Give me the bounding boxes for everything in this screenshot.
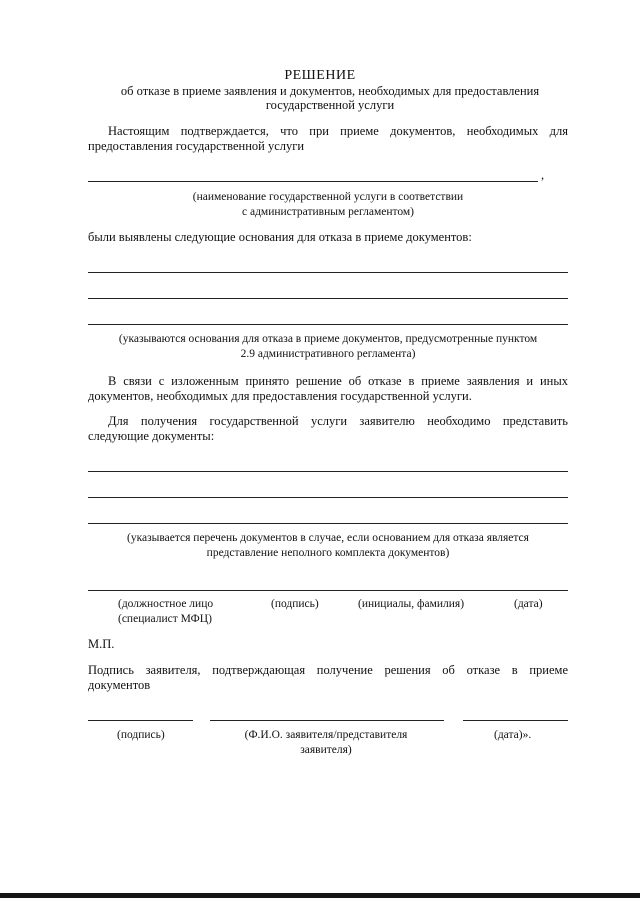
applicant-signature-caption: (подпись) bbox=[117, 729, 165, 741]
grounds-field-3[interactable] bbox=[88, 324, 568, 325]
applicant-name-caption-line-2: заявителя) bbox=[300, 744, 352, 756]
confirmation-paragraph-line-1: Настоящим подтверждается, что при приеме документов, необходимых для bbox=[108, 124, 568, 138]
applicant-date-field[interactable] bbox=[463, 720, 568, 721]
document-subtitle-line-2: государственной услуги bbox=[265, 98, 395, 112]
official-signature-caption: (подпись) bbox=[271, 598, 319, 610]
comma: , bbox=[541, 168, 545, 182]
grounds-hint-line-2: 2.9 административного регламента) bbox=[240, 348, 416, 360]
service-name-field[interactable] bbox=[88, 181, 538, 182]
official-date-caption: (дата) bbox=[514, 598, 543, 610]
official-caption-line-1: (должностное лицо bbox=[118, 598, 214, 610]
official-signature-line[interactable] bbox=[88, 590, 568, 591]
grounds-intro: были выявлены следующие основания для отказа в приеме документов: bbox=[88, 230, 472, 244]
grounds-hint-line-1: (указываются основания для отказа в приеме документов, предусмотренные пунктом bbox=[118, 333, 538, 345]
decision-paragraph-line-1: В связи с изложенным принято решение об отказе в приеме заявления и иных bbox=[108, 374, 568, 388]
applicant-statement-line-1: Подпись заявителя, подтверждающая получение решения об отказе в приеме bbox=[88, 663, 568, 677]
applicant-date-caption: (дата)». bbox=[494, 729, 532, 741]
required-docs-field-1[interactable] bbox=[88, 471, 568, 472]
applicant-name-field[interactable] bbox=[210, 720, 444, 721]
required-docs-paragraph-line-2: следующие документы: bbox=[88, 429, 215, 443]
required-docs-hint-line-2: представление неполного комплекта документов) bbox=[206, 547, 450, 559]
applicant-name-caption-line-1: (Ф.И.О. заявителя/представителя bbox=[244, 729, 408, 741]
document-subtitle-line-1: об отказе в приеме заявления и документов, необходимых для предоставления bbox=[120, 84, 540, 98]
scan-edge-bar bbox=[0, 893, 640, 898]
official-initials-caption: (инициалы, фамилия) bbox=[358, 598, 465, 610]
service-name-hint-line-2: с административным регламентом) bbox=[241, 206, 415, 218]
applicant-signature-field[interactable] bbox=[88, 720, 193, 721]
grounds-field-1[interactable] bbox=[88, 272, 568, 273]
grounds-field-2[interactable] bbox=[88, 298, 568, 299]
required-docs-field-3[interactable] bbox=[88, 523, 568, 524]
stamp-place: М.П. bbox=[88, 637, 115, 651]
required-docs-hint-line-1: (указывается перечень документов в случае, если основанием для отказа является bbox=[127, 532, 529, 544]
official-caption-line-2: (специалист МФЦ) bbox=[118, 613, 212, 625]
required-docs-field-2[interactable] bbox=[88, 497, 568, 498]
applicant-statement-line-2: документов bbox=[88, 678, 151, 692]
confirmation-paragraph-line-2: предоставления государственной услуги bbox=[88, 139, 305, 153]
service-name-hint-line-1: (наименование государственной услуги в соответствии bbox=[192, 191, 464, 203]
decision-paragraph-line-2: документов, необходимых для предоставления государственной услуги. bbox=[88, 389, 472, 403]
document-title: РЕШЕНИЕ bbox=[284, 68, 356, 83]
required-docs-paragraph-line-1: Для получения государственной услуги заявителю необходимо представить bbox=[108, 414, 568, 428]
